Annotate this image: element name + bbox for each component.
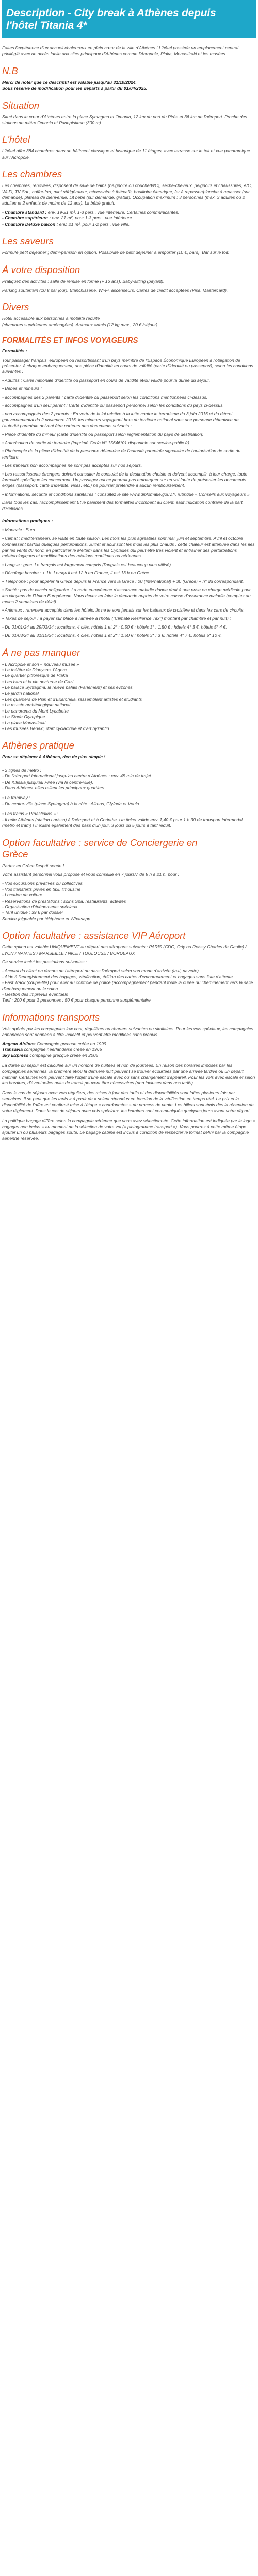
transport-text: Vols opérés par les compagnies low cost, régulières ou charters suivantes ou similaires. Pour les vols spéciaux, les compagnies annoncées sont données à titre indicatif et peuvent être modifiées sans préavis.: [2, 1026, 253, 1038]
formalities-paragraph: - accompagnés des 2 parents : carte d'identité ou passeport selon les conditions mentionnées ci-dessus.: [2, 394, 208, 400]
metro-block: [2, 768, 256, 791]
vip-item: - Gestion des imprévus éventuels: [2, 992, 68, 997]
vip-text-1: Cette option est valable UNIQUEMENT au départ des aéroports suivants : PARIS (CDG, Orly ou Roissy Charles de Gaulle) / LYON / NANTES / MARSEILLE / NICE / TOULOUSE / BORDEAUX: [2, 944, 247, 956]
formalities-paragraph: • Adultes : Carte nationale d'identité ou passeport en cours de validité et/ou valide pour la durée du séjour.: [2, 377, 211, 383]
concierge-heading-line1: Option facultative : service de Conciergerie en: [2, 837, 198, 848]
airline-description: compagnie néerlandaise créée en 1965: [22, 1047, 102, 1053]
practical-info-item: • Taxes de séjour : à payer sur place à l'arrivée à l'hôtel ("Climate Resilience Tax") montant par chambre et par nuit) :: [2, 616, 231, 621]
concierge-item: - Vos transferts privés en taxi, limousine: [2, 886, 81, 892]
flavors-heading: Les saveurs: [2, 235, 54, 247]
transport-paragraph: La politique bagage diffère selon la compagnie aérienne que vous avez sélectionnée. Cette information est indiquée par le logo « bagages non inclus » au moment de la sélection de votre vol (« pictogramme transport »). Vous pourrez à cette même étape ajouter un ou plusieurs bagages soute. Le bagage cabine est inclus à condition de respecter le format défini par la compagnie aérienne réservée.: [2, 1118, 255, 1141]
room-deluxe: [2, 222, 256, 227]
airline-description: Compagnie grecque créée en 1999: [35, 1041, 106, 1046]
intro-text: Faites l'expérience d'un accueil chaleureux en plein cœur de la ville d'Athènes ! L'hôtel possède un emplacement central privilégié avec un accès facile aux sites principaux d'Athènes comme l'Acropole, Plaka, Monastiraki et les musées.: [2, 45, 238, 57]
athens-practical-label: Pour se déplacer à Athènes, rien de plus simple !: [2, 754, 106, 760]
must-see-item: • Le palace Syntagma, la relève palais (Parlement) et ses evzones: [2, 685, 133, 690]
must-see-item: • L'Acropole et son « nouveau musée »: [2, 661, 79, 667]
concierge-list: [2, 880, 256, 910]
practical-info-item: • Animaux : rarement acceptés dans les hôtels, ils ne le sont jamais sur les bateaux de croisière et dans les cars de circuits.: [2, 607, 245, 613]
practical-info-list: [2, 527, 256, 638]
page-title-line2: l'hôtel Titania 4*: [6, 20, 87, 31]
room-superior: [2, 215, 256, 221]
must-see-item: • Le Stade Olympique: [2, 714, 45, 720]
transport-heading: Informations transports: [2, 1011, 100, 1023]
concierge-contact: Service joignable par téléphone et Whatsapp: [2, 916, 91, 921]
situation-heading: Situation: [2, 99, 39, 111]
vip-item: - Aide à l'enregistrement des bagages, vérification, édition des cartes d'embarquement et bagages sans liste d'attente: [2, 974, 233, 979]
metro-line: - Dans Athènes, elles relient les principaux quartiers.: [2, 785, 106, 791]
vip-item: - Accueil du client en dehors de l'aéroport ou dans l'aéroport selon son mode d'arrivée (taxi, navette): [2, 968, 199, 974]
nb-text-2: Sous réserve de modification pour les départs à partir du 01/04/2025.: [2, 86, 148, 91]
flavors-text: Formule petit déjeuner ; demi-pension en option. Possibilité de petit déjeuner à emporter (10 €, bars). Bar sur le toit.: [2, 250, 230, 256]
airline-name: Aegean Airlines: [2, 1041, 36, 1046]
vip-heading: Option facultative : assistance VIP Aéroport: [2, 930, 186, 941]
formalities-list: [2, 358, 256, 512]
formalities-heading: FORMALITÉS ET INFOS VOYAGEURS: [2, 336, 138, 345]
nb-text-1: Merci de noter que ce descriptif est valable jusqu'au 31/10/2024.: [2, 79, 137, 85]
train-line: - Il relie Athènes (station Larissa) à l'aéroport et à Corinthe. Un ticket valide env. 1,40 € pour 1 h 30 de transport intermodal (métro et tram) ! Il existe également des pass d'un jour, 3 jours ou 5 jours à tarif réduit.: [2, 817, 243, 828]
formalities-paragraph: • Autorisation de sortie du territoire (imprimé Cerfa N° 15646*01 disponible sur service-public.fr): [2, 440, 189, 445]
transport-paragraphs: [2, 1063, 256, 1142]
room-deluxe-label: - Chambre Deluxe balcon :: [2, 221, 58, 227]
practical-info-item: • Téléphone : pour appeler la Grèce depuis la France vers la Grèce : 00 (International) + 30 (Grèce) + n° du correspondant.: [2, 579, 244, 584]
misc-heading: Divers: [2, 301, 29, 313]
vip-list: [2, 968, 256, 997]
page-title-line1: Description - City break à Athènes depuis: [6, 7, 216, 19]
practical-info-item: • Langue : grec. Le français est largement compris (l'anglais est beaucoup plus utilisé).: [2, 562, 172, 567]
situation-text: Situé dans le cœur d'Athènes entre la place Syntagma et Omonia, 12 km du port du Pirée et 36 km de l'aéroport. Proche des stations de métro Omonia et Panepistimio (300 m).: [2, 114, 247, 126]
vip-price: Tarif : 200 € pour 2 personnes ; 50 € pour chaque personne supplémentaire: [2, 997, 151, 1003]
metro-line: • 2 lignes de métro :: [2, 767, 42, 773]
formalities-paragraph: - non accompagnés des 2 parents : En vertu de la loi relative à la lutte contre le terrorisme du 3 juin 2016 et du décret gouvernemental du 2 novembre 2016, les mineurs voyageant hors du territoire national sans une personne détentrice de l'autorité parentale doivent être porteurs des documents suivants :: [2, 411, 239, 429]
metro-line: - De l'aéroport international jusqu'au centre d'Athènes : env. 45 min de trajet.: [2, 773, 152, 779]
concierge-intro: Partez en Grèce l'esprit serein !: [2, 862, 64, 868]
rooms-heading: Les chambres: [2, 168, 62, 180]
room-standard-label: - Chambre standard :: [2, 209, 47, 215]
rooms-text: Les chambres, rénovées, disposent de salle de bains (baignoire ou douche/WC), sèche-cheveux, peignoirs et chaussures, A/C, Wi-Fi, TV Sat., coffre-fort, mini réfrigérateur, nécessaire à thé/café, bouilloire électrique, fer à repasser/planche à repasser (sur demande), plateau de bienvenue. Lit bébé (sur demande, gratuit). Occupation maximum : 3 personnes (max. 3 adultes ou 2 adultes et 2 enfants de moins de 12 ans). Lit bébé gratuit.: [2, 183, 252, 206]
must-see-item: • La place Monastiraki: [2, 720, 46, 725]
transport-paragraph: La durée du séjour est calculée sur un nombre de nuitées et non de journées. En raison des horaires imposés par les compagnies aériennes, la première et/ou la dernière nuit peuvent se trouver écourtées par une arrivée tardive ou un départ matinal. Certaines vols peuvent faire l'objet d'une escale avec ou sans changement d'appareil. Pour les vols avec escale et selon les horaires, d'éventuelles nuits de transit peuvent être nécessaires (non incluses dans nos tarifs).: [2, 1062, 255, 1086]
misc-text-1: Hôtel accessible aux personnes à mobilité réduite: [2, 316, 100, 321]
concierge-item: - Vos excursions privatives ou collectives: [2, 880, 83, 886]
airline-list: [2, 1041, 256, 1059]
concierge-price: - Tarif unique : 39 € par dossier: [2, 910, 63, 916]
formalities-paragraph: - accompagnés d'un seul parent : Carte d'identité ou passeport personnel selon les conditions du pays ci-dessus.: [2, 402, 224, 408]
must-see-heading: À ne pas manquer: [2, 647, 80, 658]
formalities-paragraph: • Informations, sécurité et conditions sanitaires : consultez le site www.diplomatie.gouv.fr, rubrique « Conseils aux voyageurs »: [2, 491, 250, 497]
must-see-item: • Les musées Benaki, d'art cycladique et d'art byzantin: [2, 726, 109, 732]
formalities-paragraph: Dans tous les cas, l'accomplissement Et le paiement des formalités incombent au client, sauf indication contraire de la part d'Héliades.: [2, 500, 243, 511]
main-content: [0, 38, 258, 1142]
airline-item: [2, 1047, 256, 1053]
concierge-item: - Réservations de prestations : soins Spa, restaurants, activités: [2, 898, 126, 904]
tramway-line: • Le tramway :: [2, 795, 30, 801]
airline-name: Sky Express: [2, 1053, 29, 1058]
formalities-paragraph: • Photocopie de la pièce d'identité de la personne détentrice de l'autorité parentale signataire de l'autorisation de sortie du territoire.: [2, 448, 241, 460]
practical-info-item: - Du 01/03/24 au 31/10/24 : locations, 4 clés, hôtels 1 et 2* : 1,50 € ; hôtels 3* : 3 €, hôtels 4* 7 €, hôtels 5* 10 €.: [2, 633, 222, 638]
must-see-item: • Le théâtre de Dionysos, l'Agora: [2, 667, 67, 672]
concierge-item: - Location de voiture: [2, 892, 42, 898]
must-see-item: • Les quartiers de Psiri et d'Exarchéia, rassemblant artistes et étudiants: [2, 697, 142, 702]
practical-info-item: • Décalage horaire : + 1h. Lorsqu'il est 12 h en France, il est 13 h en Grèce.: [2, 570, 151, 575]
airline-item: [2, 1053, 256, 1058]
athens-practical-heading: Athènes pratique: [2, 740, 74, 751]
concierge-item: - Organisation d'événements spéciaux: [2, 904, 77, 909]
practical-info-label: Informations pratiques :: [2, 518, 53, 524]
room-superior-label: - Chambre supérieure :: [2, 215, 51, 221]
formalities-paragraph: - Les mineurs non accompagnés ne sont pas acceptés sur nos séjours.: [2, 463, 142, 468]
trains-block: [2, 811, 256, 828]
formalities-paragraph: • Les ressortissants étrangers doivent consulter le consulat de la destination choisie et doivent accomplir, à leur charge, toute formalité spécifique les concernant. Un passager qui ne pourrait pas embarquer sur un vol faute de présenter les documents exigés (passeport, carte d'identité, visas, etc.) ne pourrait prétendre à aucun remboursement.: [2, 471, 248, 488]
practical-info-item: - Du 01/01/24 au 29/02/24 : locations, 4 clés, hôtels 1 et 2* : 0,50 € ; hôtels 3* : 1,50 € ; hôtels 4* 3 €, hôtels 5* 4 €.: [2, 624, 227, 630]
title-banner: [2, 0, 256, 38]
tramway-line: - Du centre-ville (place Syntagma) à la côte : Alimos, Glyfada et Voula.: [2, 801, 140, 806]
must-see-list: [2, 662, 256, 732]
hotel-heading: L'hôtel: [2, 134, 30, 145]
formalities-paragraph: Tout passager français, européen ou ressortissant d'un pays membre de l'Espace Économique Européen a l'obligation de présenter, à chaque embarquement, une pièce d'identité en cours de validité (carte d'identité ou passeport), selon les conditions suivantes :: [2, 357, 253, 375]
facilities-text-2: Parking souterrain (10 € par jour). Blanchisserie. Wi-Fi, ascenseurs. Cartes de crédit acceptées (Visa, Mastercard).: [2, 287, 228, 293]
tramway-block: [2, 795, 256, 807]
must-see-item: • Le quartier pittoresque de Plaka: [2, 673, 68, 679]
facilities-text-1: Pratiquez des activités : salle de remise en forme (+ 16 ans). Baby-sitting (payant).: [2, 278, 165, 284]
room-superior-text: env. 21 m², pour 1-3 pers., vue intérieure.: [51, 215, 133, 221]
formalities-label: Formalités :: [2, 348, 27, 354]
practical-info-item: • Monnaie : Euro: [2, 527, 35, 533]
metro-line: - De Kifissia jusqu'au Pirée (via le centre-ville).: [2, 779, 93, 785]
room-standard: [2, 210, 256, 215]
must-see-item: • Le panorama du Mont Lycabette: [2, 708, 69, 714]
must-see-item: • Le musée archéologique national: [2, 702, 71, 708]
formalities-paragraph: • Bébés et mineurs :: [2, 386, 42, 392]
concierge-heading: [2, 837, 256, 860]
concierge-text: Votre assistant personnel vous propose et vous conseille en 7 jours/7 de 9 h à 21 h, pour :: [2, 871, 180, 877]
facilities-heading: À votre disposition: [2, 264, 80, 275]
must-see-item: • Le jardin national: [2, 690, 39, 696]
nb-heading: N.B: [2, 65, 18, 76]
train-line: • Les trains « Proastiakos » :: [2, 811, 59, 817]
airline-name: Transavia: [2, 1047, 23, 1053]
room-standard-text: env. 19-21 m², 1-3 pers., vue intérieure. Certaines communicantes.: [46, 209, 180, 215]
formalities-paragraph: • Pièce d'identité du mineur (carte d'identité ou passeport selon réglementation du pays de destination): [2, 431, 204, 437]
practical-info-item: • Santé : pas de vaccin obligatoire. La carte européenne d'assurance maladie donne droit à une prise en charge médicale pour les citoyens de l'Union Européenne. Vous devez en faire la demande auprès de votre caisse d'assurance maladie (comptez au moins 2 semaines de délai).: [2, 587, 251, 604]
misc-text-2: (chambres supérieures aménagées). Animaux admis (12 kg max., 20 € /séjour).: [2, 321, 159, 327]
room-deluxe-text: env. 21 m², pour 1-2 pers., vue ville.: [58, 221, 130, 227]
hotel-text: L'hôtel offre 384 chambres dans un bâtiment classique et historique de 11 étages, avec terrasse sur le toit et vue panoramique sur l'Acropole.: [2, 148, 250, 160]
practical-info-item: • Climat : méditerranéen, se visite en toute saison. Les mois les plus agréables sont mai, juin et septembre. Avril et octobre connaissent parfois quelques perturbations. Juillet et août sont les mois les plus chauds ; cette chaleur est atténuée dans les îles par les vents du nord, en particulier le Meltem dans les Cyclades qui peut être très violent et entraîner des perturbations météorologiques et modifications des rotations maritimes ou aériennes.: [2, 535, 255, 559]
must-see-item: • Les bars et la vie nocturne de Gazi: [2, 679, 74, 684]
concierge-heading-line2: Grèce: [2, 848, 28, 859]
transport-paragraph: Dans le cas de séjours avec vols réguliers, des mises à jour des tarifs et des disponibilités sont faites plusieurs fois par semaines. Il se peut que les tarifs « à partir de » soient répondus en fonction de la vérification en temps réel. Le prix et la disponibilité de l'offre est confirmé mise à l'étape « coordonnées » du process de vente. Les billets sont émis dès la réception de votre règlement. Dans le cas de séjours avec vols spéciaux, les horaires sont communiqués quelques jours avant votre départ.: [2, 1090, 254, 1113]
airline-item: [2, 1041, 256, 1047]
vip-text-2: Ce service inclut les prestations suivantes :: [2, 959, 87, 964]
vip-item: - Fast Track (coupe-file) pour aller au contrôle de police (accompagnement pendant toute la durée du cheminement vers la salle d'embarquement ou le salon: [2, 980, 253, 991]
airline-description: compagnie grecque créée en 2005: [28, 1053, 99, 1058]
